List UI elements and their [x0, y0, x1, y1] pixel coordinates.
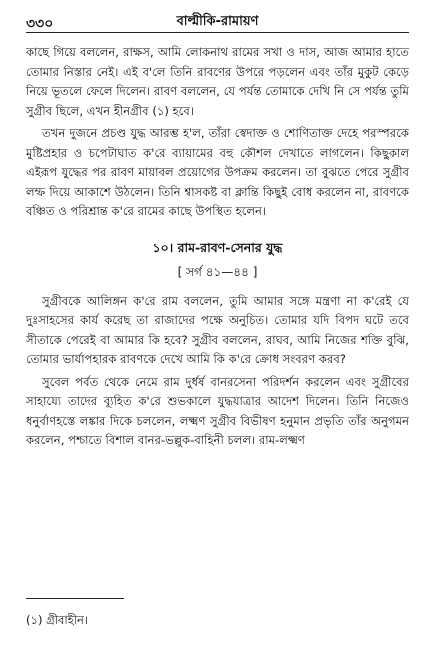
page-header: [26, 10, 409, 33]
running-title: বাল্মীকি-রামায়ণ: [176, 14, 259, 29]
section-heading: ১০। রাম-রাবণ-সেনার যুদ্ধ: [152, 239, 283, 255]
footnote: (১) গ্রীবাহীন।: [26, 613, 89, 627]
paragraph-top-1: কাছে গিয়ে বললেন, রাক্ষস, আমি লোকনাথ রামের সখা ও দাস, আজ আমার হাতে তোমার নিস্তার নেই। এই ব'লে তিনি রাবণের উপরে পড়লেন এবং তাঁর মুকুট কেড়ে নিয়ে ভূতলে ফেলে দিলেন। রাবণ বললেন, যে পর্যন্ত তোমাকে দেখি নি সে পর্যন্ত তুমি সুগ্রীব ছিলে, এখন হীনগ্রীব (১) হবে।: [26, 45, 409, 118]
paragraph-bottom-2: সুবেল পর্বত থেকে নেমে রাম দুর্ধর্ষ বানরসেনা পরিদর্শন করলেন এবং সুগ্রীবের সাহায্যে তাদের ব্যূহিত ক'রে শুভকালে যুদ্ধযাত্রার আদেশ দিলেন। তিনি নিজেও ধনুর্বাণহস্তে লঙ্কার দিকে চললেন, লক্ষ্মণ সুগ্রীব বিভীষণ হনুমান প্রভৃতি তাঁর অনুগমন করলেন, পশ্চাতে বিশাল বানর-ভল্লুক-বাহিনী চলল। রাম-লক্ষ্মণ: [26, 374, 409, 447]
page-number: ৩৩০: [26, 16, 54, 32]
paragraph-top-2: তখন দুজনে প্রচণ্ড যুদ্ধ আরম্ভ হ'ল, তাঁরা স্বেদাক্ত ও শোণিতাক্ত দেহে পরস্পরকে মুষ্টিপ্রহার ও চপেটাঘাত ক'রে ব্যায়ামের বহু কৌশল দেখাতে লাগলেন। কিছুকাল এইরূপ যুদ্ধের পর রাবণ মায়াবল প্রয়োগের উপক্রম করলেন। তা বুঝতে পেরে সুগ্রীব লম্ফ দিয়ে আকাশে উঠলেন। তিনি শ্বাসকষ্ট বা ক্লান্তি কিছুই বোধ করলেন না, রাবণকে বঞ্চিত ও পরিশ্রান্ত ক'রে রামের কাছে উপস্থিত হলেন।: [26, 126, 409, 218]
sarga-reference: [ সর্গ ৪১—৪৪ ]: [177, 264, 258, 279]
footnote-divider: [26, 598, 124, 599]
paragraph-bottom-1: সুগ্রীবকে আলিঙ্গন ক'রে রাম বললেন, তুমি আমার সঙ্গে মন্ত্রণা না ক'রেই যে দুঃসাহসের কার্য করেছ তা রাজাদের পক্ষে অনুচিত। তোমার যদি বিপদ ঘটে তবে সীতাকে পেরেই বা আমার কি হবে? সুগ্রীব বললেন, রাঘব, আমি নিজের শক্তি বুঝি, তোমার ভার্যাপহারক রাবণকে দেখে আমি কি ক'রে ক্রোধ সংবরণ করব?: [26, 293, 409, 366]
